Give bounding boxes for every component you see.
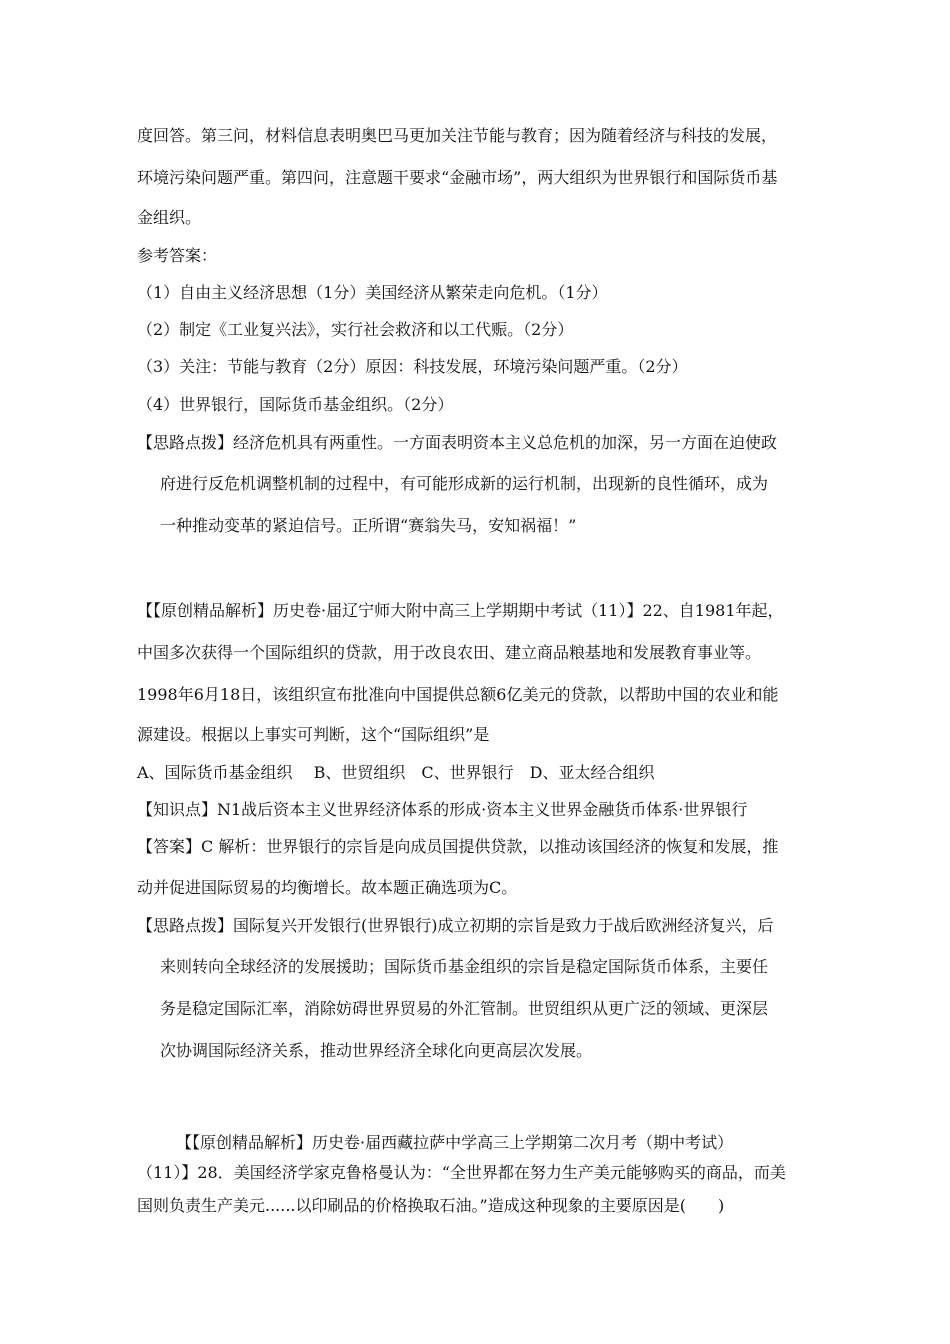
knowledge-point: 【知识点】N1战后资本主义世界经济体系的形成·资本主义世界金融货币体系·世界银行: [137, 800, 748, 819]
tip-line: 次协调国际经济关系，推动世界经济全球化向更高层次发展。: [160, 1041, 593, 1060]
question-line: （11）】28．美国经济学家克鲁格曼认为：“全世界都在努力生产美元能够购买的商品，而美: [137, 1163, 786, 1182]
tip-line: 府进行反危机调整机制的过程中，有可能形成新的运行机制，出现新的良性循环，成为: [160, 474, 769, 493]
text-line: 金组织。: [137, 208, 202, 227]
question-options: A、国际货币基金组织 B、世贸组织 C、世界银行 D、亚太经合组织: [137, 763, 655, 782]
tip-line: 一种推动变革的紧迫信号。正所谓“赛翁失马，安知祸福！”: [160, 516, 577, 535]
question-line: 【【原创精品解析】历史卷·届西藏拉萨中学高三上学期第二次月考（期中考试）: [176, 1133, 734, 1152]
answer-item: （1）自由主义经济思想（1分）美国经济从繁荣走向危机。（1分）: [137, 283, 608, 302]
question-line: 1998年6月18日，该组织宣布批准向中国提供总额6亿美元的贷款，以帮助中国的农业和能: [137, 685, 779, 704]
tip-line: 务是稳定国际汇率，消除妨碍世界贸易的外汇管制。世贸组织从更广泛的领域、更深层: [160, 999, 769, 1018]
answer-line: 动并促进国际贸易的均衡增长。故本题正确选项为C。: [137, 878, 518, 897]
tip-line: 来则转向全球经济的发展援助；国际货币基金组织的宗旨是稳定国际货币体系，主要任: [160, 957, 769, 976]
tip-line: 【思路点拨】经济危机具有两重性。一方面表明资本主义总危机的加深，另一方面在迫使政: [137, 433, 778, 452]
question-line: 中国多次获得一个国际组织的贷款，用于改良农田、建立商品粮基地和发展教育事业等。: [137, 643, 762, 662]
answer-heading: 参考答案：: [137, 246, 218, 265]
question-line: 国则负责生产美元......以印刷品的价格换取石油。”造成这种现象的主要原因是( ): [137, 1196, 725, 1215]
tip-line: 【思路点拨】国际复兴开发银行(世界银行)成立初期的宗旨是致力于战后欧洲经济复兴，后: [137, 916, 774, 935]
answer-item: （3）关注：节能与教育（2分）原因：科技发展，环境污染问题严重。（2分）: [137, 357, 688, 376]
answer-item: （4）世界银行，国际货币基金组织。（2分）: [137, 395, 454, 414]
answer-line: 【答案】C 解析：世界银行的宗旨是向成员国提供贷款，以推动该国经济的恢复和发展，推: [137, 837, 779, 856]
question-line: 【【原创精品解析】历史卷·届辽宁师大附中高三上学期期中考试（11）】22、自1981年起，: [137, 601, 784, 620]
text-line: 度回答。第三问，材料信息表明奥巴马更加关注节能与教育；因为随着经济与科技的发展，: [137, 126, 778, 145]
answer-item: （2）制定《工业复兴法》，实行社会救济和以工代赈。（2分）: [137, 320, 574, 339]
question-line: 源建设。根据以上事实可判断，这个“国际组织”是: [137, 725, 490, 744]
text-line: 环境污染问题严重。第四问，注意题干要求“金融市场”，两大组织为世界银行和国际货币基: [137, 168, 778, 187]
